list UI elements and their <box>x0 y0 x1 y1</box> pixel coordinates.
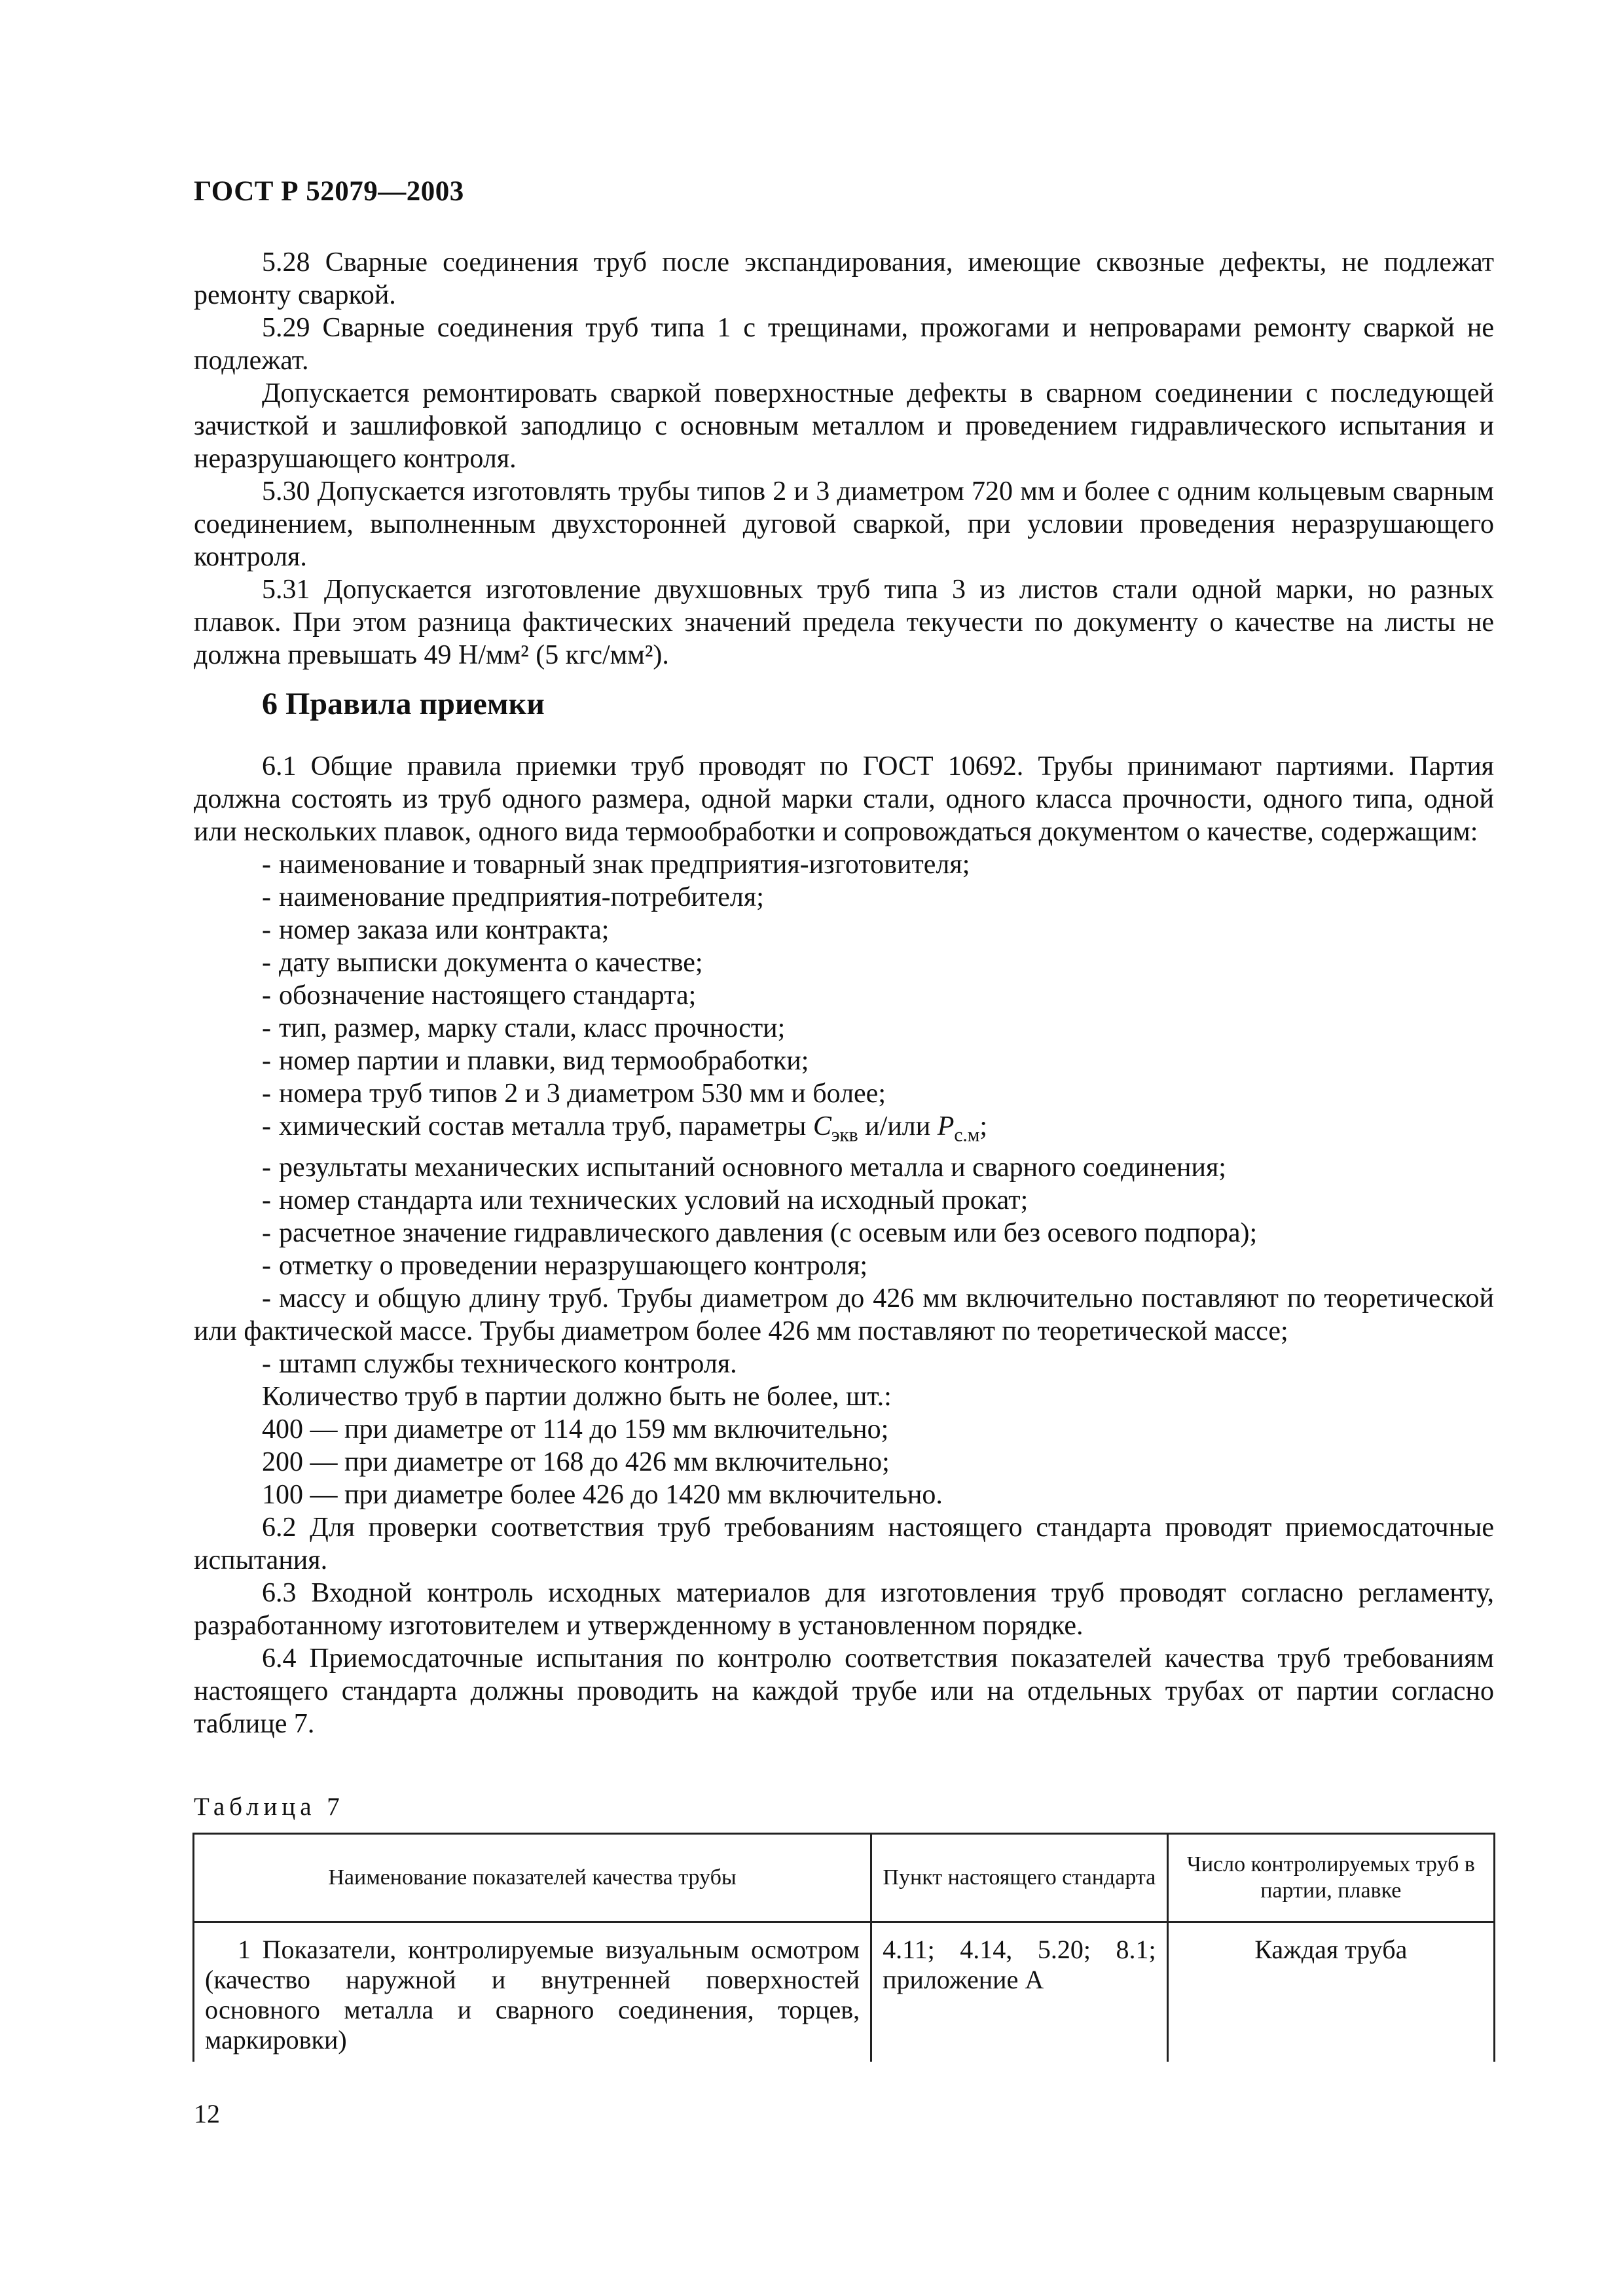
table-cell-indicator: 1 Показатели, контролируемые визуальным осмотром (качество наружной и внутренней поверхностей основного металла и сварного соединения, торцев, маркировки) <box>194 1922 871 2062</box>
list-item: - расчетное значение гидравлического давления (с осевым или без осевого подпора); <box>262 1218 1258 1249</box>
clause-5-30: 5.30 Допускается изготовлять трубы типов 2 и 3 диаметром 720 мм и более с одним кольцевым сварным соединением, выполненным двухсторонней дуговой сваркой, при условии проведения неразрушающего контроля. <box>194 476 1494 572</box>
quality-document-list <box>194 848 1494 1380</box>
table-row <box>194 1922 1495 2062</box>
list-item: - отметку о проведении неразрушающего контроля; <box>262 1251 868 1282</box>
list-item-chemical: - химический состав металла труб, параметры $C_{экв}$ и/или $P_{с.м}$; <box>262 1111 988 1146</box>
batch-quantity-line: 100 — при диаметре более 426 до 1420 мм включительно. <box>262 1480 943 1511</box>
clause-6-1: 6.1 Общие правила приемки труб проводят по ГОСТ 10692. Трубы принимают партиями. Партия должна состоять из труб одного размера, одной марки стали, одного класса прочности, одного типа, одной или нескольких плавок, одного вида термообработки и сопровождаться документом о качестве, содержащим: <box>194 751 1494 847</box>
table-cell-clause: 4.11; 4.14, 5.20; 8.1; приложение А <box>871 1922 1167 2062</box>
batch-quantity-intro: Количество труб в партии должно быть не более, шт.: <box>262 1382 892 1412</box>
section-5-text <box>194 246 1494 672</box>
table-header-clause: Пункт настоящего стандарта <box>871 1834 1167 1922</box>
list-item: - номер партии и плавки, вид термообработки; <box>262 1046 809 1076</box>
table-header-count: Число контролируемых труб в партии, плавке <box>1167 1834 1494 1922</box>
clause-6-2: 6.2 Для проверки соответствия труб требованиям настоящего стандарта проводят приемосдаточные испытания. <box>194 1513 1494 1576</box>
list-item-mass: - массу и общую длину труб. Трубы диаметром до 426 мм включительно поставляют по теоретической или фактической массе. Трубы диаметром более 426 мм поставляют по теоретической массе; <box>194 1283 1494 1347</box>
table-caption: Таблица 7 <box>194 1793 344 1821</box>
list-item: - наименование и товарный знак предприятия-изготовителя; <box>262 850 970 880</box>
clause-5-29-repair: Допускается ремонтировать сваркой поверхностные дефекты в сварном соединении с последующей зачисткой и зашлифовкой заподлицо с основным металлом и проведением гидравлического испытания и неразрушающего контроля. <box>194 378 1494 474</box>
clause-5-28: 5.28 Сварные соединения труб после экспандирования, имеющие сквозные дефекты, не подлежат ремонту сваркой. <box>194 247 1494 310</box>
list-item: - штамп службы технического контроля. <box>262 1349 737 1380</box>
clause-5-31: 5.31 Допускается изготовление двухшовных труб типа 3 из листов стали одной марки, но разных плавок. При этом разница фактических значений предела текучести по документу о качестве на листы не должна превышать 49 Н/мм² (5 кгс/мм²). <box>194 575 1494 670</box>
table-header-quality-indicator: Наименование показателей качества трубы <box>194 1834 871 1922</box>
table-header-row <box>194 1834 1495 1922</box>
list-item: - наименование предприятия-потребителя; <box>262 882 764 912</box>
list-item: - дату выписки документа о качестве; <box>262 948 703 978</box>
table-7 <box>192 1833 1495 2062</box>
list-item: - обозначение настоящего стандарта; <box>262 980 697 1011</box>
batch-quantity-line: 400 — при диаметре от 114 до 159 мм включительно; <box>262 1414 889 1445</box>
table-cell-count: Каждая труба <box>1167 1922 1494 2062</box>
list-item: - номера труб типов 2 и 3 диаметром 530 мм и более; <box>262 1079 886 1109</box>
section-6-title: 6 Правила приемки <box>262 687 545 721</box>
list-item: - результаты механических испытаний основного металла и сварного соединения; <box>262 1153 1226 1183</box>
section-6-text <box>194 750 1494 1740</box>
clause-6-4: 6.4 Приемосдаточные испытания по контролю соответствия показателей качества труб требованиям настоящего стандарта должны проводить на каждой трубе или на отдельных трубах от партии согласно таблице 7. <box>194 1643 1494 1740</box>
batch-quantity-line: 200 — при диаметре от 168 до 426 мм включительно; <box>262 1447 890 1478</box>
list-item: - тип, размер, марку стали, класс прочности; <box>262 1013 786 1043</box>
list-item: - номер заказа или контракта; <box>262 915 610 945</box>
standard-header: ГОСТ Р 52079—2003 <box>194 176 464 207</box>
clause-6-3: 6.3 Входной контроль исходных материалов для изготовления труб проводят согласно регламенту, разработанному изготовителем и утвержденному в установленном порядке. <box>194 1578 1494 1641</box>
list-item: - номер стандарта или технических условий на исходный прокат; <box>262 1185 1029 1216</box>
clause-5-29: 5.29 Сварные соединения труб типа 1 с трещинами, прожогами и непроварами ремонту сваркой не подлежат. <box>194 313 1494 376</box>
page-number: 12 <box>194 2099 220 2128</box>
